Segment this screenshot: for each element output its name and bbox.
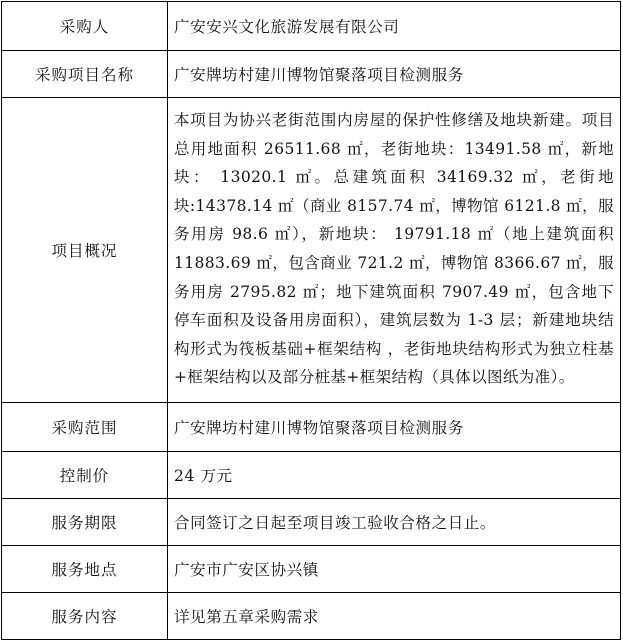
row-purchaser [2, 2, 621, 51]
label-project-overview: 项目概况 [2, 98, 168, 403]
label-service-location: 服务地点 [2, 546, 168, 593]
value-service-content: 详见第五章采购需求 [168, 593, 621, 640]
label-control-price: 控制价 [2, 452, 168, 499]
value-project-name: 广安牌坊村建川博物馆聚落项目检测服务 [168, 51, 621, 98]
row-service-period [2, 499, 621, 546]
value-service-location: 广安市广安区协兴镇 [168, 546, 621, 593]
value-project-overview: 本项目为协兴老街范围内房屋的保护性修缮及地块新建。项目总用地面积 26511.68 ㎡，老街地块：13491.58 ㎡，新地块： 13020.1 ㎡。总建筑面积 34169.32 ㎡，老街地块:14378.14 ㎡（商业 8157.74 ㎡，博物馆 6121.8 ㎡，服务用房 98.6 ㎡），新地块： 19791.18 ㎡（地上建筑面积 11883.69 ㎡，包含商业 721.2 ㎡，博物馆 8366.67 ㎡，服务用房 2795.82 ㎡；地下建筑面积 7907.49 ㎡，包含地下停车面积及设备用房面积），建筑层数为 1-3 层；新建地块结构形式为筏板基础+框架结构 ，老街地块结构形式为独立柱基+框架结构以及部分桩基+框架结构（具体以图纸为准）。 [168, 98, 621, 403]
value-procurement-scope: 广安牌坊村建川博物馆聚落项目检测服务 [168, 403, 621, 452]
value-purchaser: 广安安兴文化旅游发展有限公司 [168, 2, 621, 51]
label-project-name: 采购项目名称 [2, 51, 168, 98]
row-project-name [2, 51, 621, 98]
row-project-overview [2, 98, 621, 403]
value-control-price: 24 万元 [168, 452, 621, 499]
procurement-info-table [1, 1, 621, 640]
label-service-period: 服务期限 [2, 499, 168, 546]
label-procurement-scope: 采购范围 [2, 403, 168, 452]
row-service-location [2, 546, 621, 593]
row-service-content [2, 593, 621, 640]
value-service-period: 合同签订之日起至项目竣工验收合格之日止。 [168, 499, 621, 546]
row-control-price [2, 452, 621, 499]
row-procurement-scope [2, 403, 621, 452]
label-purchaser: 采购人 [2, 2, 168, 51]
label-service-content: 服务内容 [2, 593, 168, 640]
